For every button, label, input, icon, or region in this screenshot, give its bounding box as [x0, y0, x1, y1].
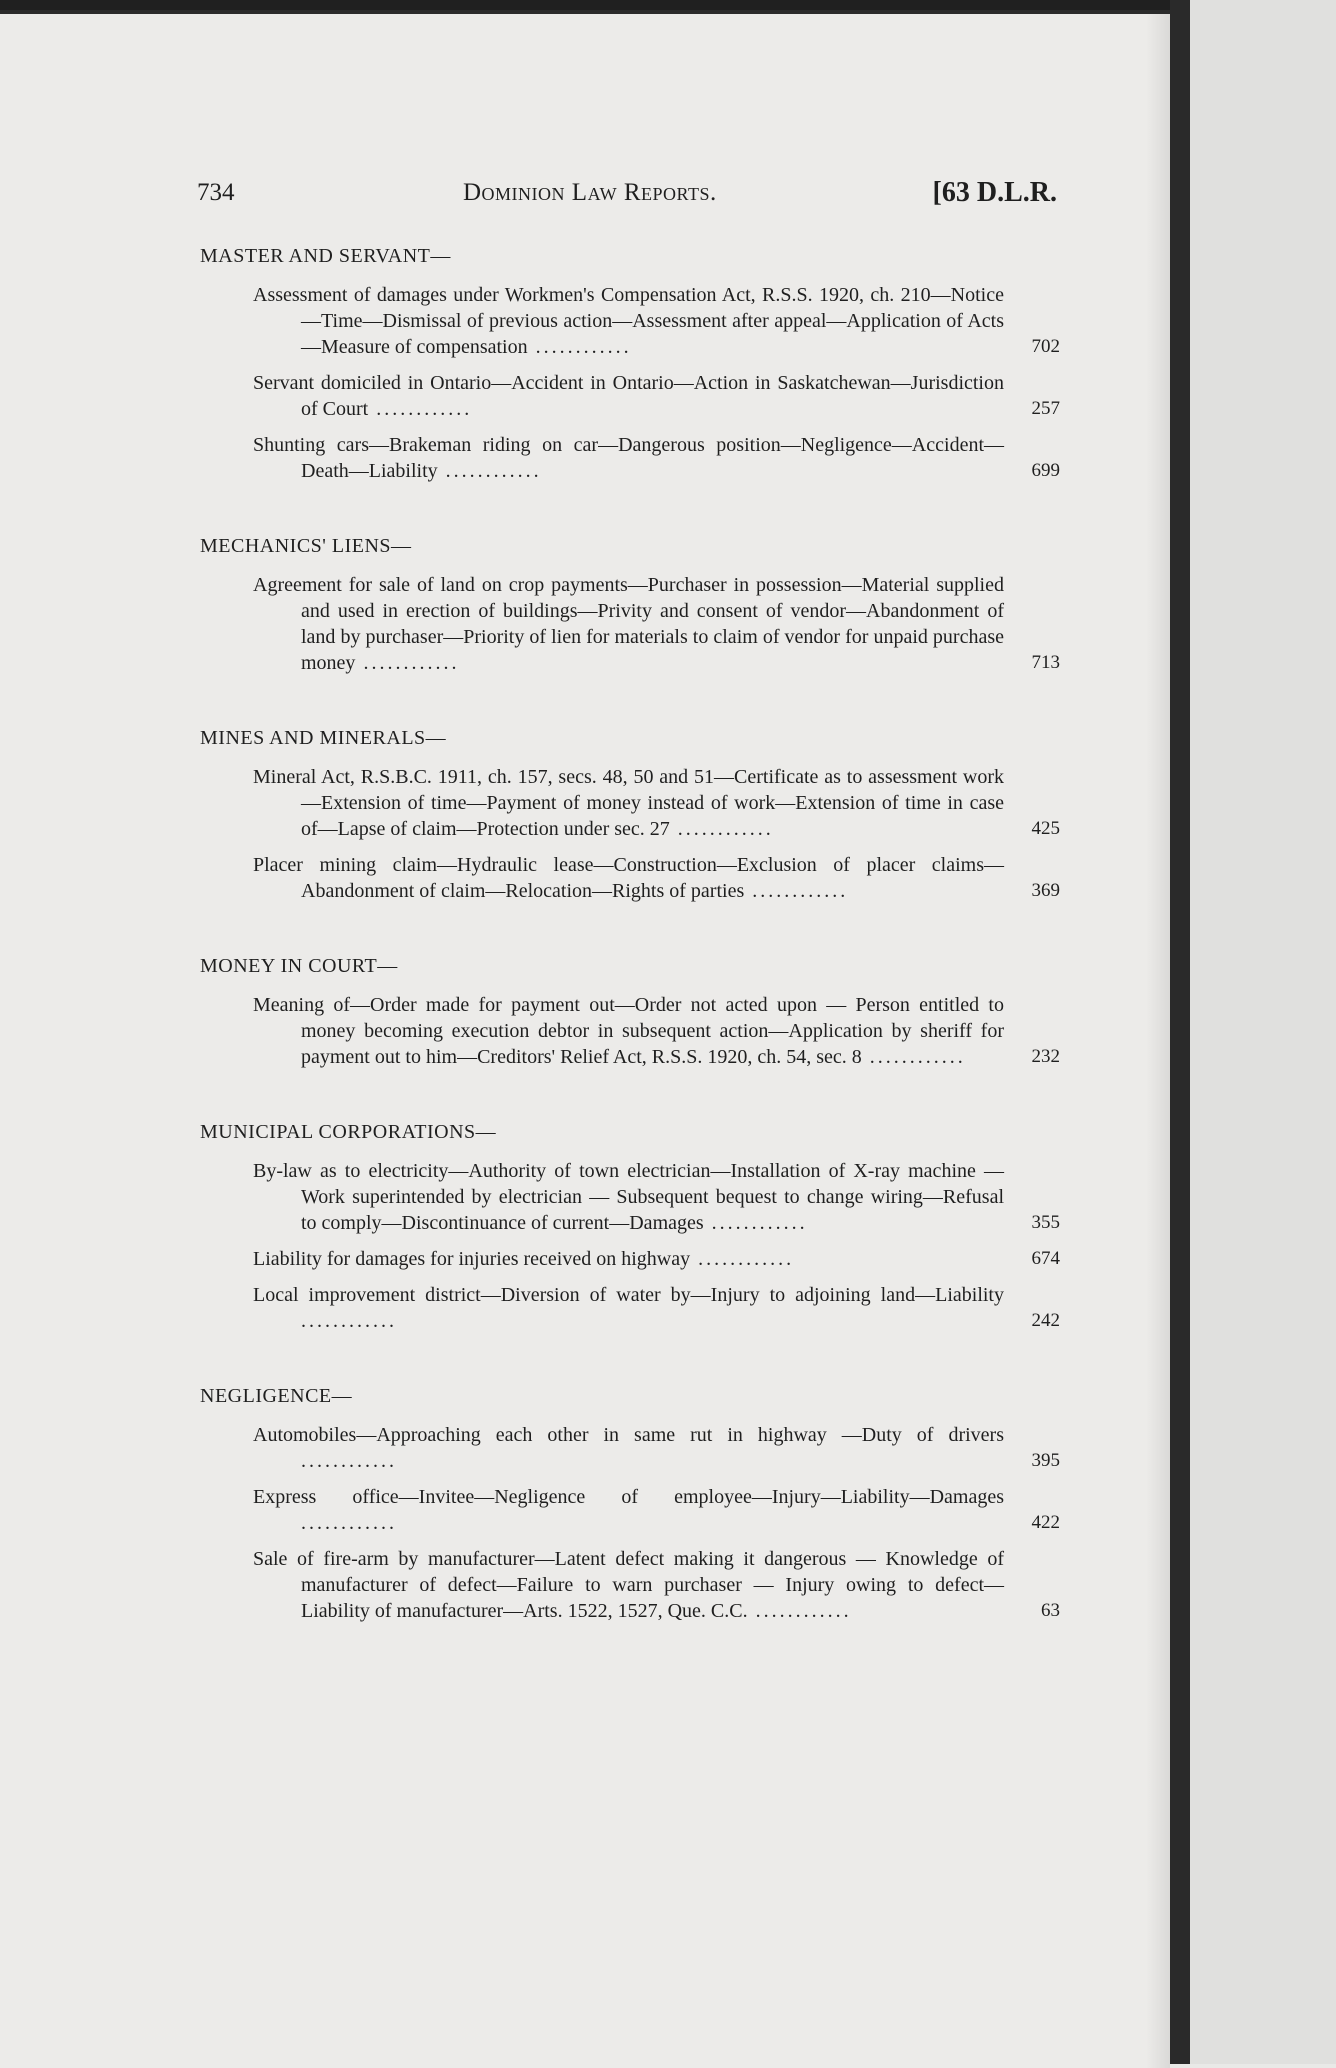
- entry-text: Mineral Act, R.S.B.C. 1911, ch. 157, secs. 48, 50 and 51—Certificate as to assessment work—Extension of time—Payment of money instead of work—Extension of time in case of—Lapse of claim—Protection under sec. 27: [253, 766, 1004, 840]
- index-entry: [253, 852, 1060, 904]
- entry-text: Automobiles—Approaching each other in same rut in highway —Duty of drivers: [253, 1424, 1004, 1446]
- book-gutter: [1170, 0, 1190, 2064]
- dot-leader: ............: [368, 398, 473, 420]
- entry-text: Sale of fire-arm by manufacturer—Latent defect making it dangerous — Knowledge of manufacturer of defect—Failure to warn purchaser — Injury owing to defect—Liability of manufacturer—Arts. 1522, 1527, Que. C.C.: [253, 1548, 1004, 1622]
- dot-leader: ............: [527, 336, 632, 358]
- index-section: [200, 1382, 1060, 1624]
- dot-leader: ............: [437, 460, 542, 482]
- index-entry: [253, 1422, 1060, 1474]
- section-title: MINES AND MINERALS—: [200, 727, 447, 749]
- entry-text: Placer mining claim—Hydraulic lease—Construction—Exclusion of placer claims—Abandonment of claim—Relocation—Rights of parties: [253, 854, 1004, 902]
- index-entry: [253, 572, 1060, 676]
- volume-reference: [63 D.L.R.: [932, 177, 1057, 208]
- index-section: [200, 724, 1060, 904]
- index-entry: [253, 1246, 1060, 1272]
- page-header: [197, 179, 1057, 219]
- section-title: MECHANICS' LIENS—: [200, 535, 412, 557]
- entry-page-number: 674: [1031, 1248, 1060, 1269]
- section-title: MONEY IN COURT—: [200, 955, 398, 977]
- section-title: MUNICIPAL CORPORATIONS—: [200, 1121, 497, 1143]
- dot-leader: ............: [747, 1600, 852, 1622]
- entry-page-number: 425: [1031, 818, 1060, 839]
- index-entry: [253, 432, 1060, 484]
- index-section: [200, 952, 1060, 1070]
- entry-page-number: 395: [1031, 1450, 1060, 1471]
- facing-page-edge: [1190, 0, 1336, 2064]
- entry-page-number: 232: [1031, 1046, 1060, 1067]
- dot-leader: ............: [690, 1248, 795, 1270]
- entry-page-number: 713: [1031, 652, 1060, 673]
- index-entry: [253, 1546, 1060, 1624]
- entry-text: Agreement for sale of land on crop payments—Purchaser in possession—Material supplied and used in erection of buildings—Privity and consent of vendor—Abandonment of land by purchaser—Priority of lien for materials to claim of vendor for unpaid purchase money: [253, 574, 1004, 674]
- page-number: 734: [197, 179, 235, 206]
- entry-page-number: 355: [1031, 1212, 1060, 1233]
- entry-page-number: 702: [1031, 336, 1060, 357]
- index-entry: [253, 764, 1060, 842]
- index-content: [200, 242, 1060, 1672]
- index-section: [200, 242, 1060, 484]
- entry-text: Assessment of damages under Workmen's Compensation Act, R.S.S. 1920, ch. 210—Notice—Time—Dismissal of previous action—Assessment after appeal—Application of Acts—Measure of compensation: [253, 284, 1004, 358]
- dot-leader: ............: [301, 1310, 397, 1332]
- dot-leader: ............: [301, 1450, 397, 1472]
- index-entry: [253, 282, 1060, 360]
- running-title: Dominion Law Reports.: [463, 179, 717, 206]
- entry-page-number: 242: [1031, 1310, 1060, 1331]
- entry-page-number: 257: [1031, 398, 1060, 419]
- entry-page-number: 63: [1041, 1600, 1060, 1621]
- dot-leader: ............: [355, 652, 460, 674]
- dot-leader: ............: [669, 818, 774, 840]
- entry-text: Local improvement district—Diversion of water by—Injury to adjoining land—Liability: [253, 1284, 1004, 1306]
- index-entry: [253, 1484, 1060, 1536]
- entry-text: Liability for damages for injuries received on highway: [253, 1248, 691, 1270]
- book-page: [0, 10, 1170, 2068]
- dot-leader: ............: [301, 1512, 397, 1534]
- entry-page-number: 699: [1031, 460, 1060, 481]
- index-section: [200, 1118, 1060, 1334]
- entry-text: Meaning of—Order made for payment out—Order not acted upon — Person entitled to money becoming execution debtor in subsequent action—Application by sheriff for payment out to him—Creditors' Relief Act, R.S.S. 1920, ch. 54, sec. 8: [253, 994, 1004, 1068]
- dot-leader: ............: [861, 1046, 966, 1068]
- entry-page-number: 422: [1031, 1512, 1060, 1533]
- dot-leader: ............: [744, 880, 849, 902]
- index-section: [200, 532, 1060, 676]
- index-entry: [253, 1282, 1060, 1334]
- entry-text: By-law as to electricity—Authority of town electrician—Installation of X-ray machine — Work superintended by electrician — Subsequent bequest to change wiring—Refusal to comply—Discontinuance of current—Damages: [253, 1160, 1004, 1234]
- section-title: MASTER AND SERVANT—: [200, 245, 451, 267]
- entry-text: Express office—Invitee—Negligence of employee—Injury—Liability—Damages: [253, 1486, 1004, 1508]
- index-entry: [253, 1158, 1060, 1236]
- section-title: NEGLIGENCE—: [200, 1385, 353, 1407]
- entry-text: Servant domiciled in Ontario—Accident in Ontario—Action in Saskatchewan—Jurisdiction of Court: [253, 372, 1004, 420]
- dot-leader: ............: [703, 1212, 808, 1234]
- entry-page-number: 369: [1031, 880, 1060, 901]
- entry-text: Shunting cars—Brakeman riding on car—Dangerous position—Negligence—Accident—Death—Liability: [253, 434, 1004, 482]
- index-entry: [253, 370, 1060, 422]
- index-entry: [253, 992, 1060, 1070]
